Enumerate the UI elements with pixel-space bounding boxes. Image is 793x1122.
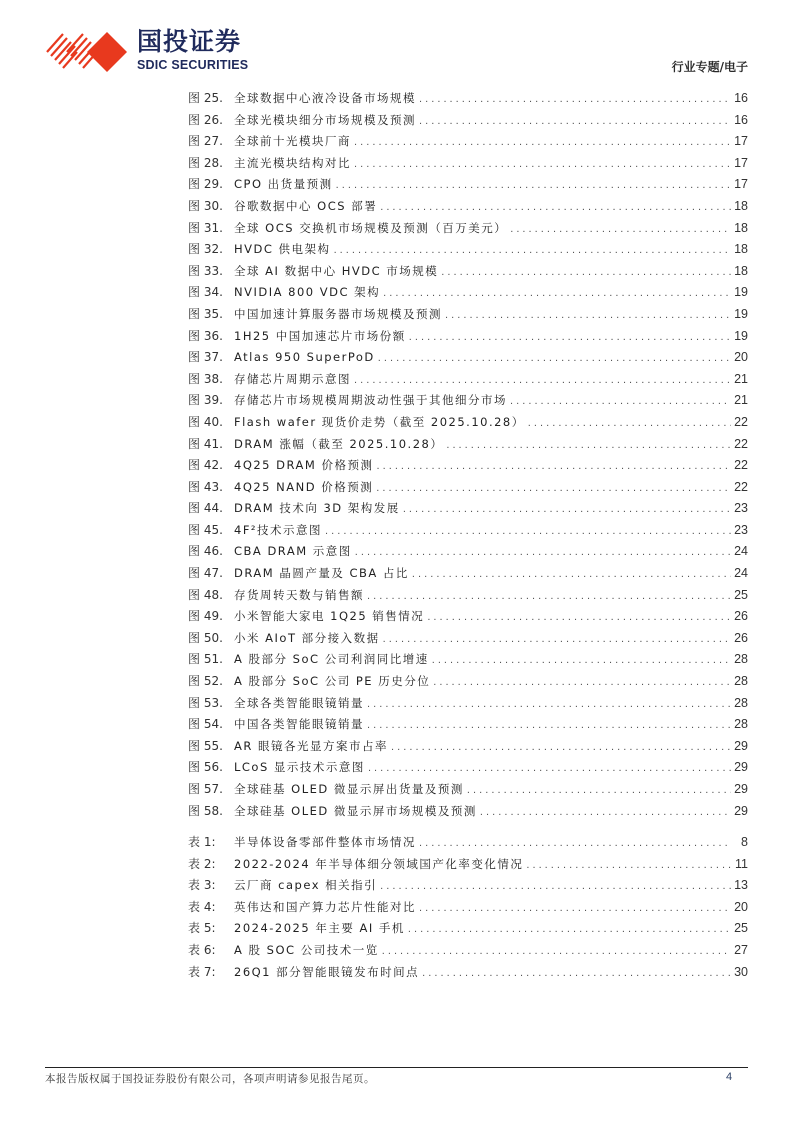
entry-title[interactable]: 2024-2025 年主要 AI 手机 <box>234 921 405 936</box>
figure-entry[interactable] <box>188 628 748 650</box>
entry-page-number[interactable]: 8 <box>741 835 748 849</box>
dot-leader <box>376 478 731 500</box>
entry-title[interactable]: DRAM 涨幅（截至 2025.10.28） <box>234 436 444 451</box>
figure-entry[interactable] <box>188 649 748 671</box>
dot-leader <box>383 629 731 651</box>
dot-leader <box>445 305 731 327</box>
entry-page-number[interactable]: 29 <box>734 782 748 796</box>
entry-label: 图 27. <box>188 134 223 149</box>
entry-label: 表 5: <box>188 921 216 936</box>
dot-leader <box>378 348 731 370</box>
entry-title[interactable]: 2022-2024 年半导体细分领域国产化率变化情况 <box>234 856 524 871</box>
entry-page-number[interactable]: 25 <box>734 921 748 936</box>
entry-page-number[interactable]: 29 <box>734 760 748 775</box>
sdic-logo <box>45 28 265 74</box>
entry-title[interactable]: DRAM 技术向 3D 架构发展 <box>234 501 400 516</box>
entry-page-number[interactable]: 22 <box>734 436 748 451</box>
figure-entry[interactable] <box>188 455 748 477</box>
entry-title[interactable]: A 股 SOC 公司技术一览 <box>234 942 379 957</box>
table-entry[interactable] <box>188 940 748 962</box>
dot-leader <box>354 154 731 176</box>
entry-title[interactable]: 半导体设备零部件整体市场情况 <box>234 835 416 849</box>
dot-leader <box>383 283 731 305</box>
dot-leader <box>433 672 731 694</box>
entry-label: 图 53. <box>188 695 223 710</box>
entry-page-number[interactable]: 18 <box>734 242 748 257</box>
entry-page-number[interactable]: 25 <box>734 587 748 602</box>
figure-entry[interactable] <box>188 261 748 283</box>
figure-entry[interactable] <box>188 110 748 132</box>
entry-page-number[interactable]: 19 <box>734 306 748 321</box>
entry-label: 图 39. <box>188 393 223 408</box>
entry-title[interactable]: 全球前十光模块厂商 <box>234 134 351 149</box>
dot-leader <box>419 833 731 855</box>
entry-title[interactable]: 中国加速计算服务器市场规模及预测 <box>234 306 442 321</box>
entry-label: 图 58. <box>188 803 223 818</box>
entry-title[interactable]: HVDC 供电架构 <box>234 242 331 257</box>
table-list <box>188 832 748 983</box>
entry-page-number[interactable]: 29 <box>734 738 748 753</box>
entry-page-number[interactable]: 23 <box>734 522 748 537</box>
entry-title[interactable]: 英伟达和国产算力芯片性能对比 <box>234 899 416 914</box>
dot-leader <box>467 780 731 802</box>
entry-page-number[interactable]: 18 <box>734 220 748 235</box>
dot-leader <box>336 175 731 197</box>
entry-label: 图 43. <box>188 479 223 494</box>
figure-entry[interactable] <box>188 736 748 758</box>
entry-page-number[interactable]: 24 <box>734 544 748 559</box>
dot-leader <box>526 855 731 877</box>
entry-label: 图 52. <box>188 674 223 689</box>
entry-title[interactable]: A 股部分 SoC 公司利润同比增速 <box>234 652 429 667</box>
figure-entry[interactable] <box>188 347 748 369</box>
dot-leader <box>480 802 731 824</box>
entry-page-number[interactable]: 21 <box>734 371 748 386</box>
dot-leader <box>354 132 731 154</box>
entry-page-number[interactable]: 11 <box>735 856 748 871</box>
table-entry[interactable] <box>188 897 748 919</box>
dot-leader <box>441 262 731 284</box>
entry-label: 表 3: <box>188 878 216 893</box>
entry-page-number[interactable]: 16 <box>734 91 748 105</box>
entry-title[interactable]: 全球各类智能眼镜销量 <box>234 695 364 710</box>
entry-title[interactable]: NVIDIA 800 VDC 架构 <box>234 285 381 300</box>
figure-entry[interactable] <box>188 671 748 693</box>
figure-entry[interactable] <box>188 585 748 607</box>
table-entry[interactable] <box>188 918 748 940</box>
figure-entry[interactable] <box>188 174 748 196</box>
entry-page-number[interactable]: 20 <box>734 350 748 365</box>
entry-title[interactable]: 谷歌数据中心 OCS 部署 <box>234 198 378 213</box>
entry-page-number[interactable]: 28 <box>734 652 748 667</box>
entry-page-number[interactable]: 28 <box>734 695 748 710</box>
entry-label: 图 29. <box>188 177 223 192</box>
dot-leader <box>334 240 731 262</box>
entry-page-number[interactable]: 19 <box>734 328 748 343</box>
entry-title[interactable]: 全球 OCS 交换机市场规模及预测（百万美元） <box>234 220 508 235</box>
figure-entry[interactable] <box>188 520 748 542</box>
dot-leader <box>510 219 731 241</box>
entry-title[interactable]: LCoS 显示技术示意图 <box>234 760 365 775</box>
entry-page-number[interactable]: 27 <box>734 942 748 957</box>
dot-leader <box>412 564 731 586</box>
entry-page-number[interactable]: 18 <box>734 263 748 278</box>
footer-disclaimer: 本报告版权属于国投证券股份有限公司，各项声明请参见报告尾页。 <box>45 1073 375 1085</box>
dot-leader <box>432 650 731 672</box>
dot-leader <box>354 370 731 392</box>
brand-name-cn: 国投证券 <box>137 27 242 56</box>
entry-title[interactable]: 全球光模块细分市场规模及预测 <box>234 112 416 127</box>
dot-leader <box>419 898 731 920</box>
dot-leader <box>355 542 731 564</box>
dot-leader <box>380 876 731 898</box>
entry-page-number[interactable]: 16 <box>734 112 748 127</box>
entry-label: 图 55. <box>188 738 223 753</box>
entry-title[interactable]: 4F²技术示意图 <box>234 522 323 537</box>
entry-label: 图 47. <box>188 566 223 581</box>
entry-label: 图 45. <box>188 522 223 537</box>
entry-title[interactable]: 全球硅基 OLED 微显示屏市场规模及预测 <box>234 803 477 818</box>
entry-page-number[interactable]: 26 <box>734 630 748 645</box>
dot-leader <box>409 327 731 349</box>
figure-entry[interactable] <box>188 412 748 434</box>
table-entry[interactable] <box>188 832 748 854</box>
entry-label: 图 44. <box>188 501 223 516</box>
entry-title[interactable]: 云厂商 capex 相关指引 <box>234 878 378 893</box>
figure-entry[interactable] <box>188 282 748 304</box>
section-tag: 行业专题/电子 <box>671 60 748 74</box>
figure-entry[interactable] <box>188 88 748 110</box>
entry-title[interactable]: 1H25 中国加速芯片市场份额 <box>234 328 406 343</box>
entry-page-number[interactable]: 21 <box>734 393 748 408</box>
dot-leader <box>391 737 731 759</box>
entry-title[interactable]: 全球数据中心液冷设备市场规模 <box>234 91 416 105</box>
entry-title[interactable]: 4Q25 DRAM 价格预测 <box>234 458 374 473</box>
dot-leader <box>382 941 731 963</box>
entry-label: 图 35. <box>188 306 223 321</box>
entry-label: 图 51. <box>188 652 223 667</box>
dot-leader <box>419 89 731 111</box>
dot-leader <box>367 586 731 608</box>
entry-label: 图 56. <box>188 760 223 775</box>
figure-entry[interactable] <box>188 801 748 823</box>
entry-title[interactable]: CBA DRAM 示意图 <box>234 544 352 559</box>
figure-entry[interactable] <box>188 606 748 628</box>
figure-entry[interactable] <box>188 477 748 499</box>
dot-leader <box>325 521 731 543</box>
entry-label: 图 33. <box>188 263 223 278</box>
entry-label: 图 36. <box>188 328 223 343</box>
figure-entry[interactable] <box>188 390 748 412</box>
entry-title[interactable]: 26Q1 部分智能眼镜发布时间点 <box>234 964 420 979</box>
entry-label: 图 41. <box>188 436 223 451</box>
figure-entry[interactable] <box>188 369 748 391</box>
table-entry[interactable] <box>188 854 748 876</box>
dot-leader <box>408 919 731 941</box>
figure-entry[interactable] <box>188 714 748 736</box>
figure-entry[interactable] <box>188 153 748 175</box>
entry-title[interactable]: Flash wafer 现货价走势（截至 2025.10.28） <box>234 414 525 429</box>
figure-entry[interactable] <box>188 196 748 218</box>
figure-entry[interactable] <box>188 434 748 456</box>
entry-label: 图 49. <box>188 609 223 624</box>
dot-leader <box>510 391 731 413</box>
figure-entry[interactable] <box>188 326 748 348</box>
table-entry[interactable] <box>188 962 748 984</box>
entry-title[interactable]: AR 眼镜各光显方案市占率 <box>234 738 389 753</box>
entry-label: 图 57. <box>188 782 223 796</box>
entry-page-number[interactable]: 22 <box>734 479 748 494</box>
entry-title[interactable]: 全球硅基 OLED 微显示屏出货量及预测 <box>234 782 464 796</box>
entry-label: 图 40. <box>188 414 223 429</box>
entry-page-number[interactable]: 22 <box>734 458 748 473</box>
dot-leader <box>368 758 731 780</box>
entry-label: 图 30. <box>188 198 223 213</box>
dot-leader <box>380 197 731 219</box>
figure-entry[interactable] <box>188 563 748 585</box>
sdic-logo-mark-icon <box>45 30 130 72</box>
dot-leader <box>367 694 731 716</box>
entry-page-number[interactable]: 23 <box>734 501 748 516</box>
table-entry[interactable] <box>188 875 748 897</box>
entry-label: 图 32. <box>188 242 223 257</box>
figure-entry[interactable] <box>188 304 748 326</box>
entry-label: 表 2: <box>188 856 216 871</box>
entry-page-number[interactable]: 17 <box>734 155 748 170</box>
entry-label: 图 31. <box>188 220 223 235</box>
entry-title[interactable]: Atlas 950 SuperPoD <box>234 350 375 365</box>
dot-leader <box>376 456 731 478</box>
dot-leader <box>446 435 731 457</box>
entry-label: 图 38. <box>188 371 223 386</box>
figure-entry[interactable] <box>188 757 748 779</box>
entry-label: 表 4: <box>188 899 216 914</box>
entry-label: 图 54. <box>188 717 223 732</box>
figure-list <box>188 88 748 822</box>
entry-label: 图 26. <box>188 112 223 127</box>
entry-label: 表 7: <box>188 964 216 979</box>
dot-leader <box>427 607 731 629</box>
entry-title[interactable]: 全球 AI 数据中心 HVDC 市场规模 <box>234 263 439 278</box>
figure-entry[interactable] <box>188 131 748 153</box>
dot-leader <box>422 963 731 985</box>
entry-page-number[interactable]: 28 <box>734 717 748 732</box>
entry-page-number[interactable]: 29 <box>734 803 748 818</box>
figure-entry[interactable] <box>188 693 748 715</box>
dot-leader <box>528 413 731 435</box>
entry-title[interactable]: 存储芯片周期示意图 <box>234 371 351 386</box>
entry-page-number[interactable]: 13 <box>734 878 748 893</box>
page-header <box>0 0 793 80</box>
dot-leader <box>419 111 731 133</box>
page-number: 4 <box>726 1071 733 1083</box>
figure-entry[interactable] <box>188 218 748 240</box>
entry-page-number[interactable]: 20 <box>734 899 748 914</box>
figure-entry[interactable] <box>188 239 748 261</box>
entry-title[interactable]: 小米 AIoT 部分接入数据 <box>234 630 380 645</box>
entry-title[interactable]: 主流光模块结构对比 <box>234 155 351 170</box>
entry-label: 图 50. <box>188 630 223 645</box>
entry-title[interactable]: 存货周转天数与销售额 <box>234 587 364 602</box>
entry-page-number[interactable]: 26 <box>734 609 748 624</box>
figure-entry[interactable] <box>188 541 748 563</box>
entry-title[interactable]: 存储芯片市场规模周期波动性强于其他细分市场 <box>234 393 507 408</box>
entry-title[interactable]: 中国各类智能眼镜销量 <box>234 717 364 732</box>
entry-page-number[interactable]: 24 <box>734 566 748 581</box>
entry-title[interactable]: CPO 出货量预测 <box>234 177 333 192</box>
entry-label: 图 46. <box>188 544 223 559</box>
figure-entry[interactable] <box>188 498 748 520</box>
entry-label: 表 6: <box>188 942 216 957</box>
entry-label: 图 25. <box>188 91 223 105</box>
entry-title[interactable]: 4Q25 NAND 价格预测 <box>234 479 374 494</box>
entry-page-number[interactable]: 22 <box>734 414 748 429</box>
figure-entry[interactable] <box>188 779 748 801</box>
entry-label: 图 34. <box>188 285 223 300</box>
entry-page-number[interactable]: 28 <box>734 674 748 689</box>
entry-label: 图 48. <box>188 587 223 602</box>
entry-label: 图 28. <box>188 155 223 170</box>
entry-label: 图 42. <box>188 458 223 473</box>
dot-leader <box>403 499 731 521</box>
entry-label: 表 1: <box>188 835 216 849</box>
dot-leader <box>367 715 731 737</box>
entry-title[interactable]: 小米智能大家电 1Q25 销售情况 <box>234 609 425 624</box>
entry-label: 图 37. <box>188 350 223 365</box>
entry-title[interactable]: A 股部分 SoC 公司 PE 历史分位 <box>234 674 431 689</box>
entry-page-number[interactable]: 18 <box>734 198 748 213</box>
brand-name-en: SDIC SECURITIES <box>137 58 249 72</box>
footer-divider <box>45 1067 748 1068</box>
entry-page-number[interactable]: 19 <box>734 285 748 300</box>
entry-page-number[interactable]: 17 <box>734 134 748 149</box>
entry-page-number[interactable]: 30 <box>734 964 748 979</box>
entry-title[interactable]: DRAM 晶圆产量及 CBA 占比 <box>234 566 409 581</box>
entry-page-number[interactable]: 17 <box>734 177 748 192</box>
